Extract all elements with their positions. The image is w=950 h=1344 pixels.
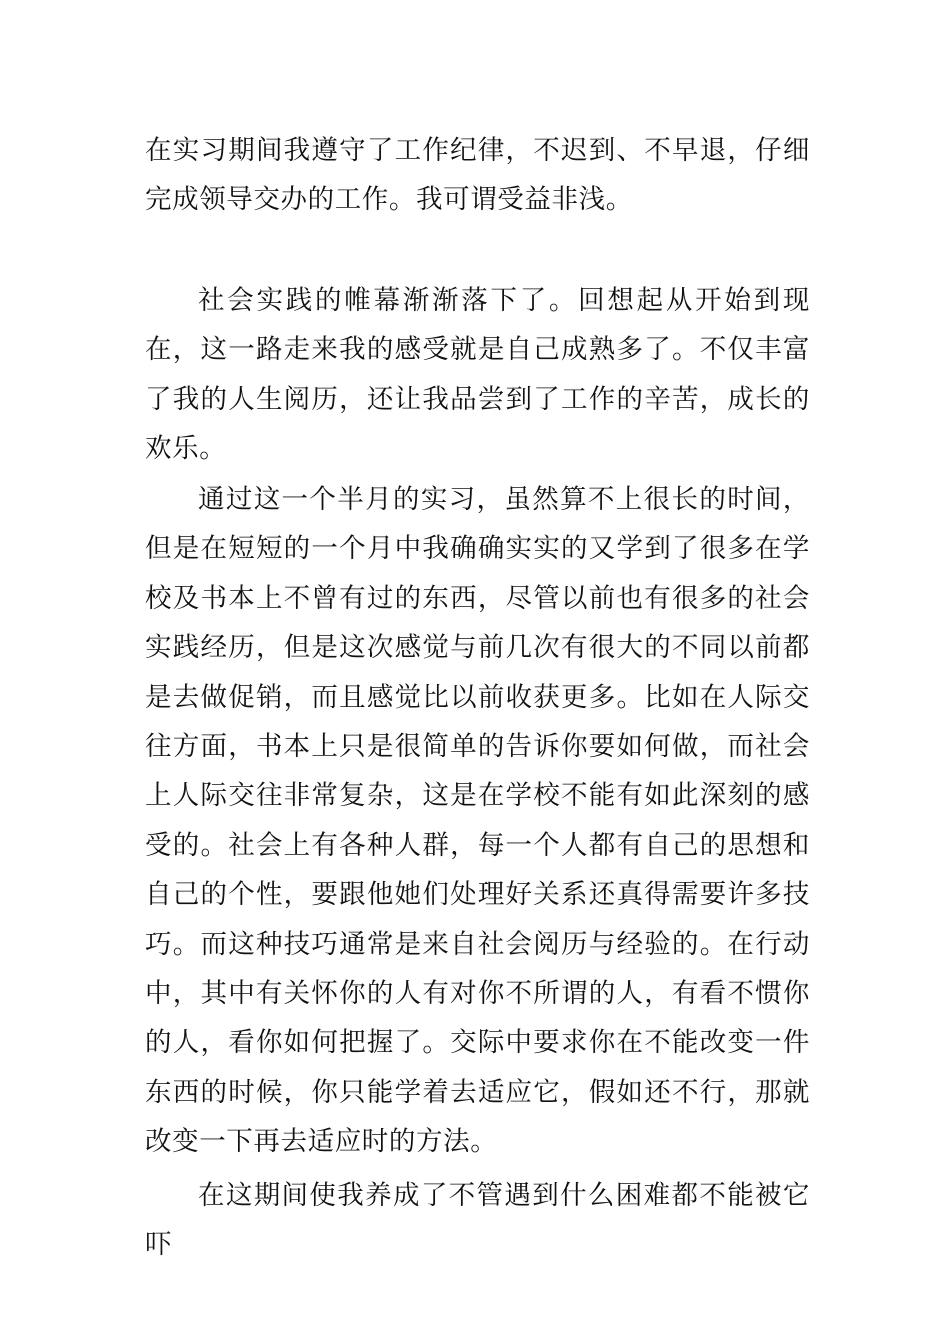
paragraph-perseverance: 在这期间使我养成了不管遇到什么困难都不能被它吓 [145,1180,810,1261]
paragraph-social-practice-end: 社会实践的帷幕渐渐落下了。回想起从开始到现在，这一路走来我的感受就是自己成熟多了。不仅丰富了我的人生阅历，还让我品尝到了工作的辛苦，成长的欢乐。 [145,285,810,465]
paragraph-work-discipline: 在实习期间我遵守了工作纪律，不迟到、不早退，仔细完成领导交办的工作。我可谓受益非浅。 [145,135,810,216]
paragraph-internship-reflection: 通过这一个半月的实习，虽然算不上很长的时间，但是在短短的一个月中我确确实实的又学到了很多在学校及书本上不曾有过的东西，尽管以前也有很多的社会实践经历，但是这次感觉与前几次有很大的不同以前都是去做促销，而且感觉比以前收获更多。比如在人际交往方面，书本上只是很简单的告诉你要如何做，而社会上人际交往非常复杂，这是在学校不能有如此深刻的感受的。社会上有各种人群，每一个人都有自己的思想和自己的个性，要跟他她们处理好关系还真得需要许多技巧。而这种技巧通常是来自社会阅历与经验的。在行动中，其中有关怀你的人有对你不所谓的人，有看不惯你的人，看你如何把握了。交际中要求你在不能改变一件东西的时候，你只能学着去适应它，假如还不行，那就改变一下再去适应时的方法。 [145,484,810,1158]
